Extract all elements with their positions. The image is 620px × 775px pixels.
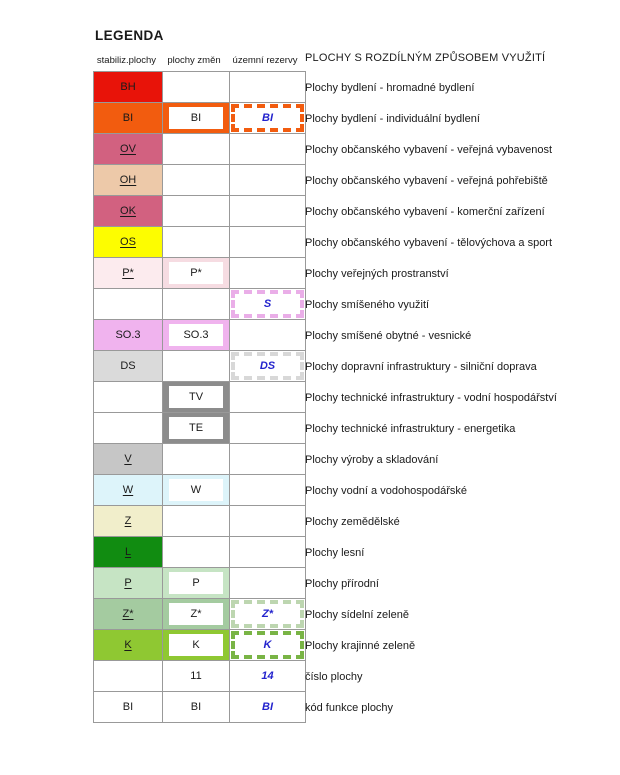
change-cell-ds [163,351,230,382]
change-code-box [169,262,223,284]
area-description-v: Plochy výroby a skladování [305,453,439,466]
change-cell-ok [163,196,230,227]
legend-row-ds [94,351,306,382]
stabilized-code-label: P [124,577,132,589]
stabilized-cell-so3 [94,320,163,351]
change-cell-z [163,506,230,537]
stabilized-cell-s [94,289,163,320]
area-description-z: Plochy zemědělské [305,515,400,528]
reserve-code-box [231,104,304,132]
legend-row-l [94,537,306,568]
change-code-label: K [192,639,200,651]
reserve-cell-p [230,568,306,599]
reserve-code-label: 14 [261,670,274,682]
reserve-cell-so3 [230,320,306,351]
stabilized-code-label: V [124,453,132,465]
change-cell-oh [163,165,230,196]
reserve-code-box [231,352,304,380]
legend-row-w [94,475,306,506]
reserve-code-box [231,600,304,628]
stabilized-code-label: OK [120,205,136,217]
change-cell-w [163,475,230,506]
change-cell-p [163,568,230,599]
change-code-label: W [190,484,202,496]
reserve-cell-ds [230,351,306,382]
reserve-cell-k [230,630,306,661]
stabilized-code-label: OV [120,143,136,155]
legend-row-so3 [94,320,306,351]
legend-row-cislo [94,661,306,692]
legend-row-p [94,568,306,599]
legend-row-ok [94,196,306,227]
change-cell-cislo [163,661,230,692]
area-description-ov: Plochy občanského vybavení - veřejná vybavenost [305,143,553,156]
stabilized-code-label: BI [122,112,134,124]
reserve-cell-v [230,444,306,475]
reserve-cell-oh [230,165,306,196]
stabilized-cell-cislo [94,661,163,692]
stabilized-cell-w [94,475,163,506]
change-code-box [169,107,223,129]
stabilized-cell-v [94,444,163,475]
legend-row-kod [94,692,306,723]
reserve-cell-kod [230,692,306,723]
legend-row-p-hv [94,258,306,289]
area-description-bi: Plochy bydlení - individuální bydlení [305,112,480,125]
change-code-box [169,417,223,439]
change-code-label: BI [190,112,202,124]
reserve-cell-tv [230,382,306,413]
reserve-cell-cislo [230,661,306,692]
area-description-bh: Plochy bydlení - hromadné bydlení [305,81,475,94]
reserve-code-box [231,631,304,659]
reserve-cell-z-hv [230,599,306,630]
legend-row-k [94,630,306,661]
reserve-code-label: BI [262,701,273,713]
area-description-k: Plochy krajinné zeleně [305,639,416,652]
area-description-p-hv: Plochy veřejných prostranství [305,267,449,280]
legend-row-v [94,444,306,475]
change-code-box [169,603,223,625]
stabilized-code-label: Z [124,515,132,527]
area-description-oh: Plochy občanského vybavení - veřejná pohřebiště [305,174,548,187]
column-header-changes: plochy změn [167,55,221,66]
stabilized-code-label: P* [122,267,134,279]
reserve-cell-s [230,289,306,320]
change-cell-s [163,289,230,320]
stabilized-code-label: OH [119,174,137,186]
stabilized-cell-z-hv [94,599,163,630]
stabilized-cell-ok [94,196,163,227]
stabilized-code-label: L [124,546,132,558]
change-code-box [169,324,223,346]
change-code-label: P* [190,267,202,279]
change-cell-bh [163,72,230,103]
reserve-code-label: Z* [262,608,273,620]
reserve-cell-bh [230,72,306,103]
reserve-code-label: DS [259,360,276,372]
change-cell-ov [163,134,230,165]
change-code-box [169,572,223,594]
area-description-cislo: číslo plochy [305,670,363,683]
legend-row-z-hv [94,599,306,630]
stabilized-cell-p-hv [94,258,163,289]
change-code-box [169,634,223,656]
change-code-label: Z* [190,608,202,620]
change-cell-kod [163,692,230,723]
area-description-ds: Plochy dopravní infrastruktury - silniční doprava [305,360,537,373]
change-cell-z-hv [163,599,230,630]
descriptions-column [305,72,617,723]
change-cell-tv [163,382,230,413]
stabilized-code-label: DS [120,360,136,372]
area-description-kod: kód funkce plochy [305,701,394,714]
stabilized-cell-l [94,537,163,568]
legend-row-tv [94,382,306,413]
reserve-cell-os [230,227,306,258]
stabilized-cell-oh [94,165,163,196]
area-description-w: Plochy vodní a vodohospodářské [305,484,468,497]
area-description-so3: Plochy smíšené obytné - vesnické [305,329,472,342]
area-description-ok: Plochy občanského vybavení - komerční zařízení [305,205,545,218]
stabilized-cell-bi [94,103,163,134]
stabilized-cell-os [94,227,163,258]
area-description-te: Plochy technické infrastruktury - energetika [305,422,516,435]
reserve-cell-ov [230,134,306,165]
page-title: PLOCHY S ROZDÍLNÝM ZPŮSOBEM VYUŽITÍ [305,52,546,64]
legend-title: LEGENDA [95,28,164,43]
stabilized-cell-z [94,506,163,537]
change-cell-os [163,227,230,258]
stabilized-code-label: K [124,639,132,651]
change-cell-bi [163,103,230,134]
reserve-cell-l [230,537,306,568]
stabilized-code-label: BH [120,81,136,93]
change-code-box [169,479,223,501]
legend-row-ov [94,134,306,165]
change-code-label: TE [188,422,204,434]
reserve-code-label: K [263,639,272,651]
legend-row-bh [94,72,306,103]
reserve-cell-p-hv [230,258,306,289]
change-cell-so3 [163,320,230,351]
stabilized-code-label: Z* [122,608,134,620]
legend-row-oh [94,165,306,196]
legend-row-s [94,289,306,320]
reserve-cell-te [230,413,306,444]
stabilized-cell-p [94,568,163,599]
area-description-p: Plochy přírodní [305,577,379,590]
change-code-label: SO.3 [183,329,209,341]
stabilized-cell-te [94,413,163,444]
stabilized-cell-ov [94,134,163,165]
change-code-label: P [192,577,200,589]
stabilized-code-label: W [122,484,134,496]
area-description-l: Plochy lesní [305,546,365,559]
reserve-code-label: BI [262,112,273,124]
change-code-label: TV [188,391,204,403]
area-description-z-hv: Plochy sídelní zeleně [305,608,409,621]
stabilized-code-label: SO.3 [115,329,141,341]
stabilized-code-label: OS [120,236,136,248]
change-cell-v [163,444,230,475]
reserve-code-box [231,290,304,318]
column-header-stabilized: stabiliz.plochy [96,55,157,66]
column-header-reserves: územní rezervy [232,55,298,66]
stabilized-code-label: BI [122,701,134,713]
legend-row-bi [94,103,306,134]
legend-table [93,71,306,723]
change-cell-l [163,537,230,568]
stabilized-cell-tv [94,382,163,413]
legend-row-os [94,227,306,258]
reserve-cell-bi [230,103,306,134]
stabilized-cell-bh [94,72,163,103]
reserve-cell-ok [230,196,306,227]
reserve-code-label: S [263,298,272,310]
area-description-s: Plochy smíšeného využití [305,298,430,311]
stabilized-cell-kod [94,692,163,723]
change-code-label: 11 [190,670,202,682]
area-description-tv: Plochy technické infrastruktury - vodní hospodářství [305,391,557,404]
legend-row-te [94,413,306,444]
reserve-cell-z [230,506,306,537]
change-cell-te [163,413,230,444]
stabilized-cell-ds [94,351,163,382]
change-cell-k [163,630,230,661]
change-code-box [169,386,223,408]
area-description-os: Plochy občanského vybavení - tělovýchova a sport [305,236,553,249]
legend-row-z [94,506,306,537]
change-cell-p-hv [163,258,230,289]
reserve-cell-w [230,475,306,506]
stabilized-cell-k [94,630,163,661]
change-code-label: BI [190,701,202,713]
